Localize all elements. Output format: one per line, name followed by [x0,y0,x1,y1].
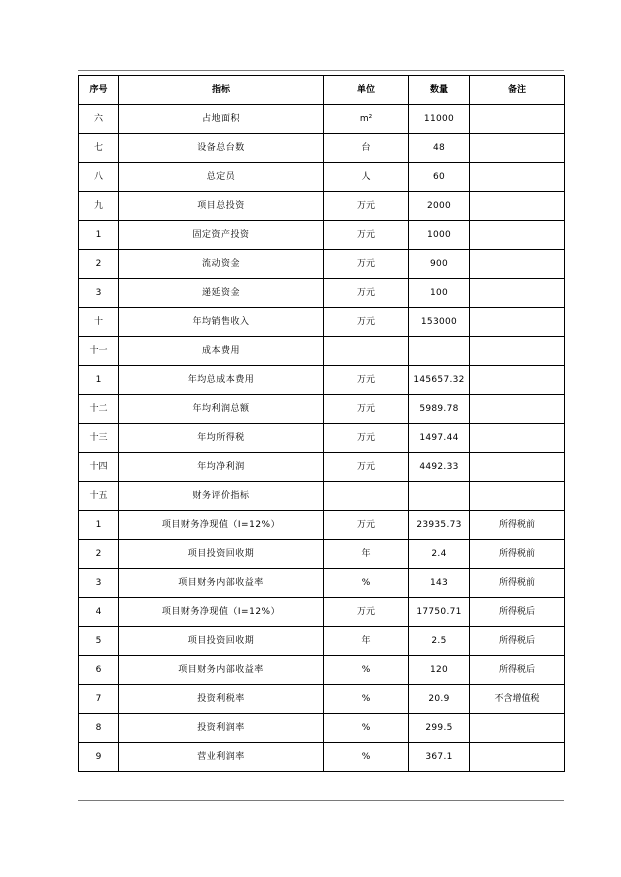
row-note [470,105,565,134]
row-name: 项目财务净现值（I=12%） [119,598,324,627]
header-name: 指标 [119,76,324,105]
row-value: 23935.73 [409,511,470,540]
row-unit: 万元 [324,279,409,308]
table-row [79,366,565,395]
row-index: 7 [79,685,119,714]
row-value: 60 [409,163,470,192]
row-name: 营业利润率 [119,743,324,772]
row-index: 6 [79,656,119,685]
row-unit: 万元 [324,250,409,279]
table-row [79,395,565,424]
row-name: 年均利润总额 [119,395,324,424]
row-unit: 万元 [324,308,409,337]
table-row [79,656,565,685]
row-note [470,743,565,772]
row-unit: 万元 [324,511,409,540]
table-row [79,221,565,250]
row-value [409,337,470,366]
row-value [409,482,470,511]
row-note [470,395,565,424]
row-value: 5989.78 [409,395,470,424]
row-index: 1 [79,511,119,540]
row-name: 递延资金 [119,279,324,308]
row-index: 8 [79,714,119,743]
row-name: 项目投资回收期 [119,540,324,569]
row-unit: m² [324,105,409,134]
table-row [79,569,565,598]
row-name: 项目财务净现值（I=12%） [119,511,324,540]
row-value: 2.5 [409,627,470,656]
row-name: 投资利税率 [119,685,324,714]
row-value: 299.5 [409,714,470,743]
row-unit: 万元 [324,221,409,250]
table-row [79,714,565,743]
row-name: 项目总投资 [119,192,324,221]
row-unit: 万元 [324,395,409,424]
row-value: 11000 [409,105,470,134]
table-row [79,250,565,279]
table-row [79,540,565,569]
row-name: 成本费用 [119,337,324,366]
row-name: 占地面积 [119,105,324,134]
row-unit: % [324,685,409,714]
row-name: 年均销售收入 [119,308,324,337]
row-name: 财务评价指标 [119,482,324,511]
row-note [470,279,565,308]
row-note [470,714,565,743]
table-row [79,134,565,163]
row-note [470,366,565,395]
row-note [470,250,565,279]
row-value: 2000 [409,192,470,221]
row-value: 143 [409,569,470,598]
row-index: 八 [79,163,119,192]
row-value: 4492.33 [409,453,470,482]
row-index: 九 [79,192,119,221]
row-value: 120 [409,656,470,685]
row-index: 3 [79,569,119,598]
row-note: 所得税前 [470,540,565,569]
row-name: 年均总成本费用 [119,366,324,395]
row-name: 项目财务内部收益率 [119,656,324,685]
top-rule [78,70,564,71]
table-row [79,192,565,221]
row-note [470,163,565,192]
row-index: 十 [79,308,119,337]
header-value: 数量 [409,76,470,105]
row-name: 设备总台数 [119,134,324,163]
row-note: 所得税后 [470,656,565,685]
table-row [79,627,565,656]
row-index: 十三 [79,424,119,453]
table-row [79,424,565,453]
row-unit: 年 [324,627,409,656]
row-index: 十五 [79,482,119,511]
row-note [470,221,565,250]
row-value: 1000 [409,221,470,250]
row-value: 20.9 [409,685,470,714]
row-index: 六 [79,105,119,134]
row-index: 七 [79,134,119,163]
row-unit: 万元 [324,453,409,482]
row-index: 3 [79,279,119,308]
row-note [470,134,565,163]
row-index: 5 [79,627,119,656]
table-body [79,105,565,772]
row-index: 1 [79,221,119,250]
row-value: 153000 [409,308,470,337]
indicators-table [78,75,565,772]
row-unit: 万元 [324,598,409,627]
row-unit: 年 [324,540,409,569]
row-name: 总定员 [119,163,324,192]
table-row [79,337,565,366]
row-name: 流动资金 [119,250,324,279]
row-name: 固定资产投资 [119,221,324,250]
row-unit: 万元 [324,424,409,453]
header-index: 序号 [79,76,119,105]
row-index: 1 [79,366,119,395]
row-value: 145657.32 [409,366,470,395]
row-unit: 万元 [324,366,409,395]
table-row [79,743,565,772]
row-note: 所得税后 [470,627,565,656]
row-note: 所得税前 [470,511,565,540]
bottom-rule [78,800,564,801]
table-row [79,279,565,308]
row-note [470,424,565,453]
row-index: 2 [79,250,119,279]
row-index: 十二 [79,395,119,424]
row-unit [324,482,409,511]
header-note: 备注 [470,76,565,105]
row-note [470,337,565,366]
row-value: 17750.71 [409,598,470,627]
header-row [79,76,565,105]
row-value: 48 [409,134,470,163]
table-row [79,598,565,627]
row-index: 十四 [79,453,119,482]
row-unit: % [324,569,409,598]
row-name: 项目财务内部收益率 [119,569,324,598]
table-row [79,453,565,482]
row-value: 900 [409,250,470,279]
row-note: 所得税后 [470,598,565,627]
row-unit: % [324,714,409,743]
table-row [79,308,565,337]
row-name: 项目投资回收期 [119,627,324,656]
row-value: 2.4 [409,540,470,569]
row-note [470,453,565,482]
row-index: 十一 [79,337,119,366]
row-value: 1497.44 [409,424,470,453]
table-row [79,511,565,540]
row-value: 367.1 [409,743,470,772]
row-unit: 人 [324,163,409,192]
row-note [470,482,565,511]
header-unit: 单位 [324,76,409,105]
row-unit [324,337,409,366]
row-note: 不含增值税 [470,685,565,714]
row-index: 4 [79,598,119,627]
row-name: 年均所得税 [119,424,324,453]
table-row [79,105,565,134]
row-index: 2 [79,540,119,569]
table-row [79,163,565,192]
row-unit: 万元 [324,192,409,221]
table-row [79,685,565,714]
row-index: 9 [79,743,119,772]
row-note [470,308,565,337]
row-name: 年均净利润 [119,453,324,482]
row-unit: % [324,656,409,685]
row-unit: 台 [324,134,409,163]
table-row [79,482,565,511]
row-value: 100 [409,279,470,308]
row-note [470,192,565,221]
row-note: 所得税前 [470,569,565,598]
row-unit: % [324,743,409,772]
row-name: 投资利润率 [119,714,324,743]
